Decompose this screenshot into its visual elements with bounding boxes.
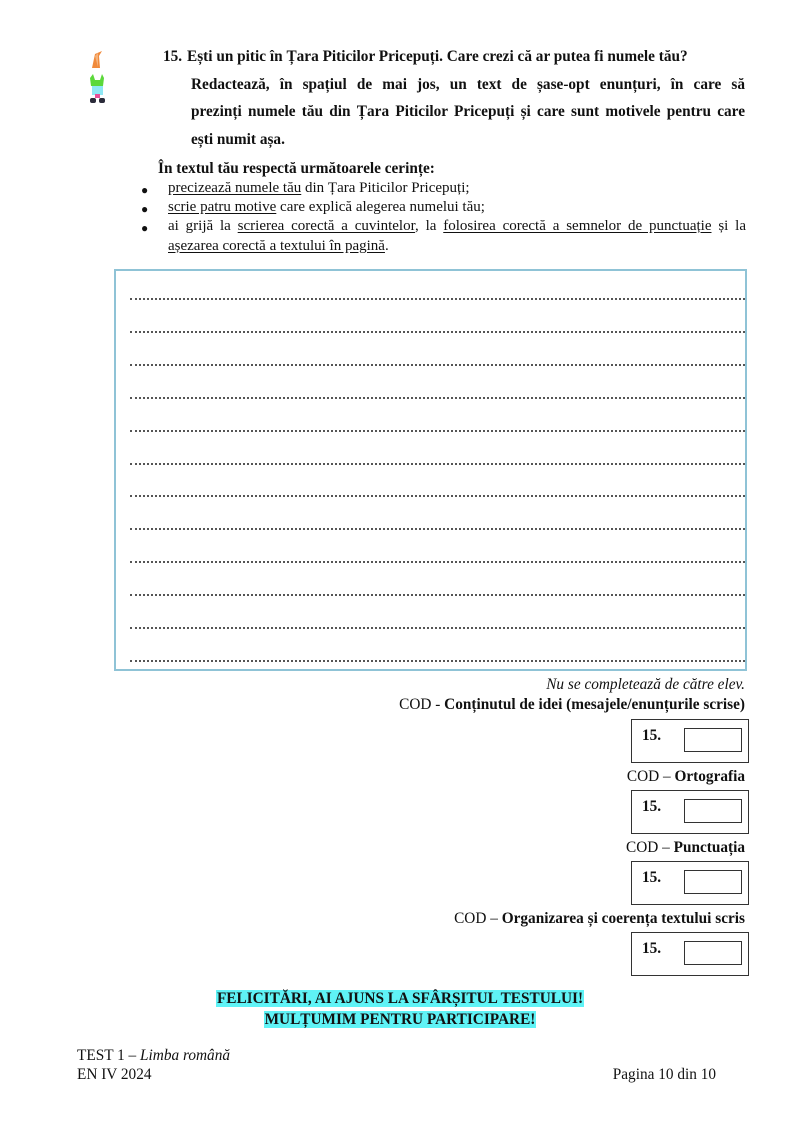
- requirement-underlined: folosirea corectă a semnelor de punctuație: [443, 218, 712, 234]
- requirement-text: din Țara Piticilor Pricepuți;: [301, 180, 470, 196]
- writing-line[interactable]: [130, 561, 745, 563]
- bullet-icon: ●: [141, 202, 149, 216]
- score-field[interactable]: [684, 870, 742, 894]
- requirement-item: [168, 199, 485, 216]
- writing-line[interactable]: [130, 495, 745, 497]
- requirement-item: [168, 218, 746, 235]
- score-field[interactable]: [684, 728, 742, 752]
- footer-test-label: [77, 1047, 230, 1065]
- footer-test: TEST 1 –: [77, 1047, 141, 1064]
- criterion-label: Conținutul de idei (mesajele/enunțurile scrise): [444, 696, 745, 713]
- score-field[interactable]: [684, 941, 742, 965]
- writing-line[interactable]: [130, 364, 745, 366]
- question-instruction-line: ești numit așa.: [191, 131, 285, 148]
- score-item-number: 15.: [642, 798, 662, 815]
- footer-subject: Limba română: [140, 1047, 230, 1064]
- writing-line[interactable]: [130, 331, 745, 333]
- cod-label: COD -: [399, 696, 445, 713]
- writing-line[interactable]: [130, 660, 745, 662]
- grading-label-spelling: [627, 768, 745, 786]
- grader-note: Nu se completează de către elev.: [546, 676, 745, 693]
- score-item-number: 15.: [642, 940, 662, 957]
- writing-line[interactable]: [130, 298, 745, 300]
- requirement-text: , la: [414, 218, 444, 234]
- requirement-text: ai grijă la: [168, 218, 238, 234]
- requirement-underlined: scrie patru motive: [168, 199, 277, 215]
- requirement-underlined: precizează numele tău: [168, 180, 302, 196]
- writing-line[interactable]: [130, 397, 745, 399]
- score-box-organization: [631, 932, 749, 976]
- bullet-icon: ●: [141, 183, 149, 197]
- grading-label-organization: [454, 910, 745, 928]
- question-instruction-line: Redactează, în spațiul de mai jos, un text de șase-opt enunțuri, în care să: [191, 76, 745, 93]
- writing-line[interactable]: [130, 627, 745, 629]
- page-number: Pagina 10 din 10: [612, 1066, 716, 1083]
- writing-line[interactable]: [130, 528, 745, 530]
- gnome-icon: [86, 50, 116, 110]
- requirement-item: [168, 180, 470, 197]
- closing-line-1: FELICITĂRI, AI AJUNS LA SFÂRȘITUL TESTULUI!: [216, 990, 584, 1007]
- criterion-label: Organizarea și coerența textului scris: [501, 910, 745, 927]
- score-box-content: [631, 719, 749, 763]
- question-number: 15.: [163, 48, 183, 65]
- score-item-number: 15.: [642, 727, 662, 744]
- bullet-icon: ●: [141, 221, 149, 235]
- cod-label: COD –: [454, 910, 502, 927]
- question-instruction-line: prezinți numele tău din Țara Piticilor Pricepuți și care sunt motivele pentru care: [191, 103, 745, 120]
- requirement-underlined: scrierea corectă a cuvintelor: [237, 218, 415, 234]
- question-prompt: Ești un pitic în Țara Piticilor Pricepuți. Care crezi că ar putea fi numele tău?: [187, 48, 688, 65]
- criterion-label: Ortografia: [674, 768, 745, 785]
- requirements-title: În textul tău respectă următoarele cerințe:: [158, 160, 435, 177]
- score-box-punctuation: [631, 861, 749, 905]
- requirement-item-continuation: [168, 238, 389, 255]
- requirement-underlined: așezarea corectă a textului în pagină: [168, 238, 385, 254]
- cod-label: COD –: [626, 768, 675, 785]
- criterion-label: Punctuația: [673, 839, 745, 856]
- cod-label: COD –: [626, 839, 674, 856]
- writing-line[interactable]: [130, 594, 745, 596]
- writing-area[interactable]: [114, 269, 747, 671]
- closing-message: [0, 988, 800, 1030]
- requirement-text: și la: [711, 218, 747, 234]
- requirement-text: .: [384, 238, 389, 254]
- footer-exam: EN IV 2024: [77, 1066, 152, 1083]
- score-field[interactable]: [684, 799, 742, 823]
- score-box-spelling: [631, 790, 749, 834]
- writing-line[interactable]: [130, 463, 745, 465]
- grading-label-content: [399, 696, 745, 714]
- closing-line-2: MULȚUMIM PENTRU PARTICIPARE!: [264, 1011, 536, 1028]
- writing-line[interactable]: [130, 430, 745, 432]
- grading-label-punctuation: [626, 839, 745, 857]
- requirement-text: care explică alegerea numelui tău;: [276, 199, 485, 215]
- score-item-number: 15.: [642, 869, 662, 886]
